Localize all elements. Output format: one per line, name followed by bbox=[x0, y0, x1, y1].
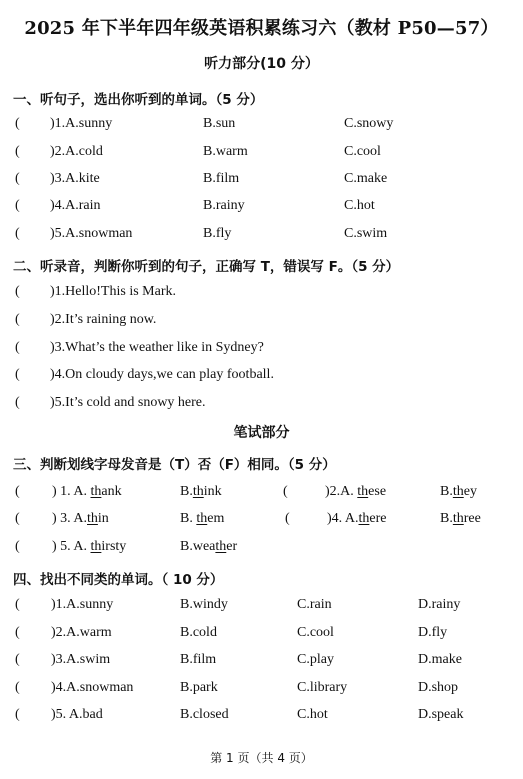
underlined-letters: th bbox=[87, 511, 98, 526]
option-c: C.library bbox=[297, 680, 348, 695]
option-a: )4.A.snowman bbox=[51, 680, 134, 695]
answer-paren[interactable]: ( bbox=[15, 395, 20, 410]
answer-paren[interactable]: ( bbox=[15, 484, 20, 499]
answer-paren[interactable]: ( bbox=[15, 652, 20, 667]
word-b: B.think bbox=[180, 484, 222, 499]
option-a: )3.A.kite bbox=[50, 171, 100, 186]
written-header: 笔试部分 bbox=[233, 425, 290, 441]
option-c: C.rain bbox=[297, 597, 332, 612]
option-a: )1.A.sunny bbox=[50, 116, 113, 131]
option-c: C.snowy bbox=[344, 116, 394, 131]
answer-paren[interactable]: ( bbox=[15, 707, 20, 722]
answer-paren[interactable]: ( bbox=[15, 198, 20, 213]
answer-paren[interactable]: ( bbox=[15, 116, 20, 131]
option-c: C.cool bbox=[344, 144, 381, 159]
option-c: C.play bbox=[297, 652, 334, 667]
underlined-letters: th bbox=[90, 484, 102, 499]
underlined-letters: th bbox=[358, 511, 370, 526]
option-a: )2.A.warm bbox=[51, 625, 112, 640]
underlined-letters: th bbox=[357, 484, 369, 499]
answer-paren[interactable]: ( bbox=[15, 284, 20, 299]
option-c: C.make bbox=[344, 171, 388, 186]
option-d: D.shop bbox=[418, 680, 459, 695]
answer-paren[interactable]: ( bbox=[15, 144, 20, 159]
sentence: )4.On cloudy days,we can play football. bbox=[50, 367, 274, 382]
option-b: B.windy bbox=[180, 597, 228, 612]
option-b: B.rainy bbox=[203, 198, 245, 213]
answer-paren[interactable]: ( bbox=[15, 625, 20, 640]
answer-paren[interactable]: ( bbox=[15, 511, 20, 526]
option-b: B.park bbox=[180, 680, 218, 695]
part1-heading: 一、听句子，选出你听到的单词。（5 分） bbox=[13, 92, 264, 108]
part3-heading: 三、判断划线字母发音是（T）否（F）相同。（5 分） bbox=[13, 457, 336, 473]
answer-paren[interactable]: ( bbox=[15, 539, 20, 554]
answer-paren[interactable]: ( bbox=[283, 484, 288, 499]
answer-paren[interactable]: ( bbox=[15, 312, 20, 327]
word-a: ) 1. A. thank bbox=[52, 484, 122, 499]
word-b: B.three bbox=[440, 511, 481, 526]
underlined-letters: th bbox=[196, 511, 208, 526]
part2-heading: 二、听录音，判断你听到的句子，正确写 T，错误写 F。（5 分） bbox=[13, 259, 400, 275]
option-b: B.warm bbox=[203, 144, 248, 159]
word-a: ) 3. A.thin bbox=[52, 511, 109, 526]
underlined-letters: th bbox=[192, 484, 204, 499]
option-d: D.fly bbox=[418, 625, 448, 640]
option-b: B.fly bbox=[203, 226, 232, 241]
sentence: )3.What’s the weather like in Sydney? bbox=[50, 340, 264, 355]
underlined-letters: th bbox=[452, 484, 464, 499]
answer-paren[interactable]: ( bbox=[15, 597, 20, 612]
option-d: D.speak bbox=[418, 707, 464, 722]
sentence: )1.Hello!This is Mark. bbox=[50, 284, 176, 299]
sentence: )2.It’s raining now. bbox=[50, 312, 157, 327]
option-a: )5. A.bad bbox=[51, 707, 103, 722]
word-b: B.weather bbox=[180, 539, 238, 554]
option-d: D.rainy bbox=[418, 597, 461, 612]
word-a: )2.A. these bbox=[325, 484, 387, 499]
answer-paren[interactable]: ( bbox=[15, 340, 20, 355]
option-b: B.closed bbox=[180, 707, 229, 722]
word-a: ) 5. A. thirsty bbox=[52, 539, 127, 554]
answer-paren[interactable]: ( bbox=[15, 226, 20, 241]
underlined-letters: th bbox=[90, 539, 102, 554]
page-footer: 第 1 页（共 4 页） bbox=[210, 751, 313, 765]
option-b: B.cold bbox=[180, 625, 217, 640]
answer-paren[interactable]: ( bbox=[15, 367, 20, 382]
answer-paren[interactable]: ( bbox=[15, 680, 20, 695]
option-c: C.swim bbox=[344, 226, 388, 241]
word-b: B. them bbox=[180, 511, 225, 526]
option-a: )1.A.sunny bbox=[51, 597, 114, 612]
answer-paren[interactable]: ( bbox=[285, 511, 290, 526]
word-a: )4. A.there bbox=[327, 511, 387, 526]
option-b: B.film bbox=[203, 171, 240, 186]
part4-heading: 四、找出不同类的单词。（ 10 分） bbox=[13, 572, 224, 588]
page-title: 2025 年下半年四年级英语积累练习六（教材 P50—57） bbox=[24, 18, 499, 39]
word-b: B.they bbox=[440, 484, 477, 499]
option-c: C.hot bbox=[344, 198, 375, 213]
option-c: C.cool bbox=[297, 625, 334, 640]
sentence: )5.It’s cold and snowy here. bbox=[50, 395, 206, 410]
listening-header: 听力部分(10 分） bbox=[204, 56, 319, 72]
option-a: )4.A.rain bbox=[50, 198, 101, 213]
option-b: B.sun bbox=[203, 116, 236, 131]
underlined-letters: th bbox=[452, 511, 464, 526]
option-c: C.hot bbox=[297, 707, 328, 722]
option-a: )2.A.cold bbox=[50, 144, 103, 159]
underlined-letters: th bbox=[215, 539, 227, 554]
option-a: )3.A.swim bbox=[51, 652, 111, 667]
answer-paren[interactable]: ( bbox=[15, 171, 20, 186]
option-b: B.film bbox=[180, 652, 217, 667]
option-a: )5.A.snowman bbox=[50, 226, 133, 241]
option-d: D.make bbox=[418, 652, 462, 667]
